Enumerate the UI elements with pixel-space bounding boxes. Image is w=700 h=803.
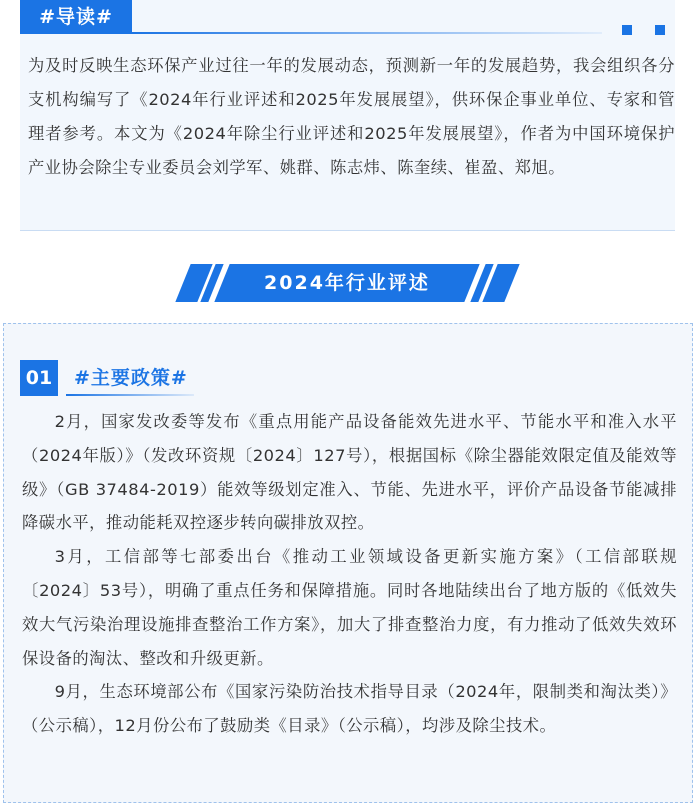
decor-square-icon xyxy=(622,25,632,35)
policy-paragraph: 3月，工信部等七部委出台《推动工业领域设备更新实施方案》（工信部联规〔2024〕53号），明确了重点任务和保障措施。同时各地陆续出台了地方版的《低效失效大气污染治理设施排查整治工作方案》，加大了排查整治力度，有力推动了低效失效环保设备的淘汰、整改和升级更新。 xyxy=(22,547,677,668)
policy-paragraph: 9月，生态环境部公布《国家污染防治技术指导目录（2024年，限制类和淘汰类）》（公示稿），12月份公布了鼓励类《目录》（公示稿），均涉及除尘技术。 xyxy=(22,682,677,736)
intro-tag: #导读# xyxy=(20,0,132,34)
section-title-rule xyxy=(66,394,194,396)
section-number-badge: 01 xyxy=(20,360,58,396)
intro-divider xyxy=(20,230,675,231)
policy-paragraph: 2月，国家发改委等发布《重点用能产品设备能效先进水平、节能水平和准入水平（2024年版）》（发改环资规〔2024〕127号），根据国标《除尘器能效限定值及能效等级》（GB 37484-2019）能效等级划定准入、节能、先进水平，评价产品设备节能减排降碳水平，推动能耗双控逐步转向碳排放双控。 xyxy=(22,412,677,533)
section-title: #主要政策# xyxy=(74,367,188,389)
policy-body xyxy=(22,405,677,743)
intro-text: 为及时反映生态环保产业过往一年的发展动态，预测新一年的发展趋势，我会组织各分支机构编写了《2024年行业评述和2025年发展展望》，供环保企事业单位、专家和管理者参考。本文为《2024年除尘行业评述和2025年发展展望》，作者为中国环境保护产业协会除尘专业委员会刘学军、姚群、陈志炜、陈奎续、崔盈、郑旭。 xyxy=(28,56,675,177)
decor-square-icon xyxy=(655,25,665,35)
intro-title-rule xyxy=(132,32,602,34)
section-banner-title: 2024年行业评述 xyxy=(264,272,430,294)
